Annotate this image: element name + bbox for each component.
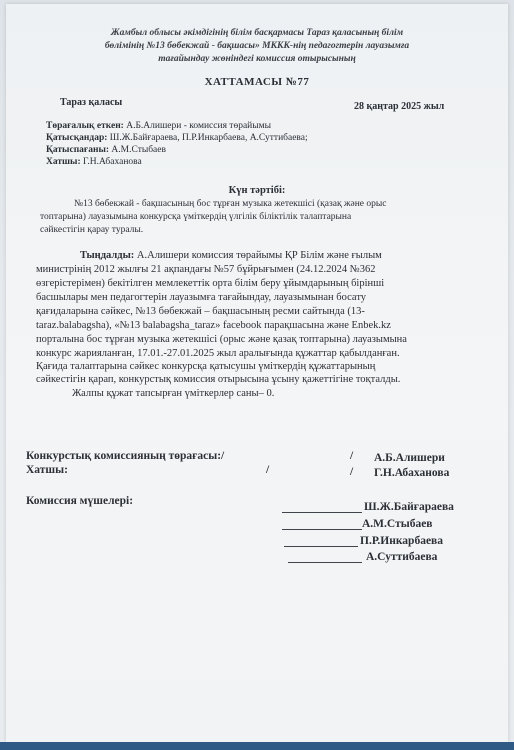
sig-secretary-label: Хатшы:: [26, 464, 68, 476]
present-label: Қатысқандар:: [46, 133, 108, 143]
heard-line-1: [80, 250, 382, 261]
agenda-line-1: №13 бөбекжай - бақшасының бос тұрған музыка жетекшісі (қазақ және орыс: [74, 199, 387, 209]
heard-line-11: Жалпы құжат тапсырған үміткерлер саны– 0.: [72, 388, 275, 399]
heard-line-2: министрінің 2012 жылғы 21 ақпандағы №57 бұйрығымен (24.12.2024 №362: [36, 264, 376, 275]
signature-line-3: [284, 546, 358, 547]
chair-label: Төрағалық еткен:: [46, 121, 124, 131]
agenda-line-3: сәйкестігін қарау туралы.: [40, 225, 144, 235]
heard-line-8: конкурс жарияланған, 17.01.-27.01.2025 жыл аралығында құжаттар қабылданған.: [36, 348, 400, 359]
agenda-line-2: топтарына) лауазымына конкурсқа үміткердің үлгілік біліктілік талаптарына: [40, 212, 352, 222]
agenda-title: Күн тәртібі:: [228, 185, 286, 196]
document-page: [6, 4, 508, 742]
chair-line: [46, 121, 271, 131]
member-name-4: А.Суттибаева: [366, 551, 438, 563]
heard-line-7: порталына бос тұрған музыка жетекшісі (орыс және қазақ топтарына) лауазымына: [36, 334, 407, 345]
heard-line-3: өзгерістерімен) бекітілген мемлекеттік орта білім беру ұйымдарының бірінші: [36, 278, 385, 289]
secretary-label: Хатшы:: [46, 157, 81, 167]
document-title: ХАТТАМАСЫ №77: [204, 76, 310, 88]
secretary-line: [46, 157, 142, 167]
sig-chair-label: Конкурстық комиссияның төрағасы:/: [26, 450, 225, 462]
sig-slash-1: /: [350, 450, 354, 462]
present-line: [46, 133, 308, 143]
sig-members-label: Комиссия мүшелері:: [26, 495, 134, 507]
sig-slash-2: /: [266, 464, 270, 476]
header-line-1: Жамбыл облысы әкімдігінің білім басқармасы Тараз қаласының білім: [110, 28, 404, 38]
secretary-value: Г.Н.Абаханова: [83, 157, 142, 167]
present-value: Ш.Ж.Байғараева, П.Р.Инкарбаева, А.Суттибаева;: [109, 133, 308, 143]
sig-secretary-name: Г.Н.Абаханова: [374, 467, 450, 479]
absent-label: Қатыспағаны:: [46, 145, 110, 155]
sig-slash-3: /: [350, 466, 354, 478]
header-line-3: тағайындау жөніндегі комиссия отырысының: [158, 54, 356, 64]
heard-line-4: басшылары мен педагогтерін лауазымға тағайындау, лауазымынан босату: [36, 292, 367, 303]
signature-line-4: [288, 562, 362, 563]
signature-line-2: [282, 529, 362, 530]
member-name-1: Ш.Ж.Байғараева: [364, 501, 454, 513]
table-edge: [0, 742, 514, 750]
date: 28 қаңтар 2025 жыл: [354, 101, 445, 112]
heard-line-9: Қағида талаптарына сәйкес конкурсқа қатысушы үміткердің құжаттарының: [36, 361, 376, 372]
heard-line-6: taraz.balabagsha), «№13 balabagsha_taraz» facebook парақшасына және Enbek.kz: [36, 320, 391, 331]
city: Тараз қаласы: [60, 97, 123, 108]
chair-value: А.Б.Алишери - комиссия төрайымы: [126, 121, 272, 131]
member-name-3: П.Р.Инкарбаева: [360, 535, 444, 547]
absent-line: [46, 145, 166, 155]
member-name-2: А.М.Стыбаев: [362, 518, 433, 530]
sig-chair-name: А.Б.Алишери: [374, 452, 445, 464]
header-line-2: бөлімінің №13 бөбекжай - бақшасы» МККК-нің педагогтерін лауазымға: [104, 41, 410, 51]
signature-line-1: [282, 512, 362, 513]
heard-line-5: қағидаларына сәйкес, №13 бөбекжай – бақшасының ресми сайтында (13-: [36, 306, 365, 317]
heard-label: Тыңдалды:: [80, 250, 135, 261]
heard-text-1: А.Алишери комиссия төрайымы ҚР Білім және ғылым: [134, 250, 382, 261]
absent-value: А.М.Стыбаев: [111, 145, 166, 155]
heard-line-10: сәйкестігін қарап, конкурстық комиссия отырысына ұсыну қажеттігіне тоқталды.: [36, 374, 401, 385]
